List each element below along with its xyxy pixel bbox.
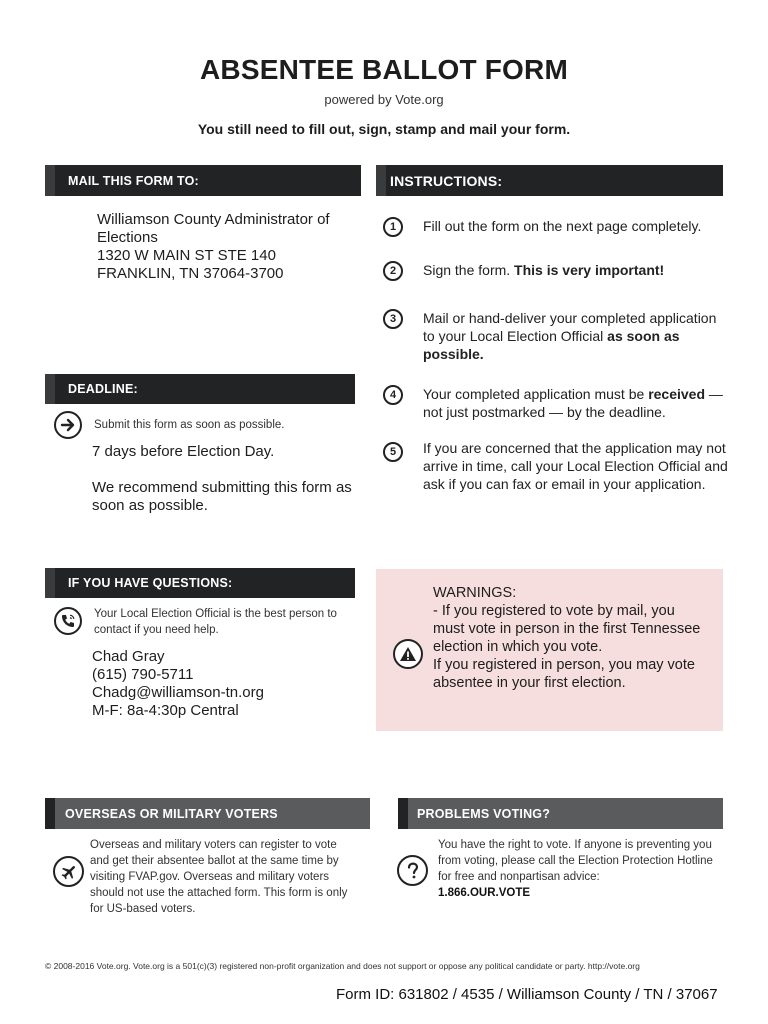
instruction-text: Your completed application must be — [423, 386, 649, 402]
mail-address-line: FRANKLIN, TN 37064-3700 — [97, 265, 284, 282]
page-title: ABSENTEE BALLOT FORM — [200, 54, 568, 85]
page-subtitle: powered by Vote.org — [324, 92, 444, 107]
instruction-text: Sign the form. — [423, 262, 515, 278]
instruction-text: — not just postmarked — by the deadline. — [423, 386, 723, 420]
problems-text: You have the right to vote. If anyone is preventing you from voting, please call the Election Protection Hotline for free and nonpartisan advice: — [438, 839, 713, 883]
warning-icon — [393, 639, 423, 669]
hotline-number: 1.866.OUR.VOTE — [438, 887, 531, 899]
mail-heading: MAIL THIS FORM TO: — [68, 173, 199, 188]
step-number-icon: 2 — [383, 261, 403, 281]
deadline-note: Submit this form as soon as possible. — [94, 419, 285, 431]
question-icon — [397, 855, 428, 886]
warning-line: - If you registered to vote by mail, you must vote in person in the first Tennessee election in which you vote. — [433, 603, 701, 655]
mail-address-line: 1320 W MAIN ST STE 140 — [97, 247, 276, 264]
instruction-text: Mail or hand-deliver your completed application to your Local Election Official — [423, 310, 717, 344]
arrow-right-icon — [54, 411, 82, 439]
deadline-heading: DEADLINE: — [68, 382, 138, 396]
step-number-icon: 4 — [383, 385, 403, 405]
questions-note: Your Local Election Official is the best person to contact if you need help. — [94, 608, 337, 636]
deadline-section-header — [45, 374, 355, 404]
mail-address-line: Elections — [97, 229, 158, 246]
mail-address-line: Williamson County Administrator of — [97, 211, 330, 228]
phone-icon — [54, 607, 82, 635]
problems-heading: PROBLEMS VOTING? — [417, 806, 551, 821]
problems-content — [438, 837, 713, 901]
instructions-section-header — [376, 165, 723, 196]
instruction-text: If you are concerned that the application may not arrive in time, call your Local Election Official and ask if you can fax or email in your application. — [423, 440, 728, 492]
overseas-text: Overseas and military voters can register to vote and get their absentee ballot at the same time by visiting FVAP.gov. Overseas and military voters should not use the attached form. This form is only for US-based voters. — [90, 839, 348, 915]
deadline-when: 7 days before Election Day. — [92, 443, 275, 460]
instruction-emphasis: received — [648, 386, 706, 402]
instruction-emphasis: This is very important! — [514, 262, 665, 278]
copyright-notice: © 2008-2016 Vote.org. Vote.org is a 501(c)(3) registered non-profit organization and does not support or oppose any political candidate or party. http://vote.org — [45, 961, 640, 971]
warnings-content — [433, 584, 708, 692]
official-name: Chad Gray — [92, 648, 165, 665]
deadline-recommend: We recommend submitting this form as soon as possible. — [92, 479, 352, 514]
official-email: Chadg@williamson-tn.org — [92, 684, 264, 701]
step-number-icon: 1 — [383, 217, 403, 237]
instructions-heading: INSTRUCTIONS: — [390, 172, 503, 189]
instruction-text: Fill out the form on the next page completely. — [423, 218, 702, 234]
lead-instruction: You still need to fill out, sign, stamp and mail your form. — [197, 121, 571, 137]
questions-section-header — [45, 568, 355, 598]
warning-line: If you registered in person, you may vote absentee in your first election. — [433, 657, 695, 691]
form-id: Form ID: 631802 / 4535 / Williamson County / TN / 37067 — [336, 986, 718, 1003]
step-number-icon: 5 — [383, 442, 403, 462]
overseas-section-header — [45, 798, 370, 829]
overseas-heading: OVERSEAS OR MILITARY VOTERS — [65, 806, 278, 821]
official-hours: M-F: 8a-4:30p Central — [92, 702, 239, 719]
airplane-icon — [53, 856, 84, 887]
instruction-emphasis: as soon as possible. — [423, 328, 680, 362]
questions-heading: IF YOU HAVE QUESTIONS: — [68, 576, 233, 590]
mail-section-header — [45, 165, 361, 196]
official-contact — [92, 648, 264, 720]
warnings-heading: WARNINGS: — [433, 585, 517, 601]
problems-section-header — [398, 798, 723, 829]
step-number-icon: 3 — [383, 309, 403, 329]
official-phone: (615) 790-5711 — [92, 666, 194, 683]
mail-address — [97, 211, 347, 283]
